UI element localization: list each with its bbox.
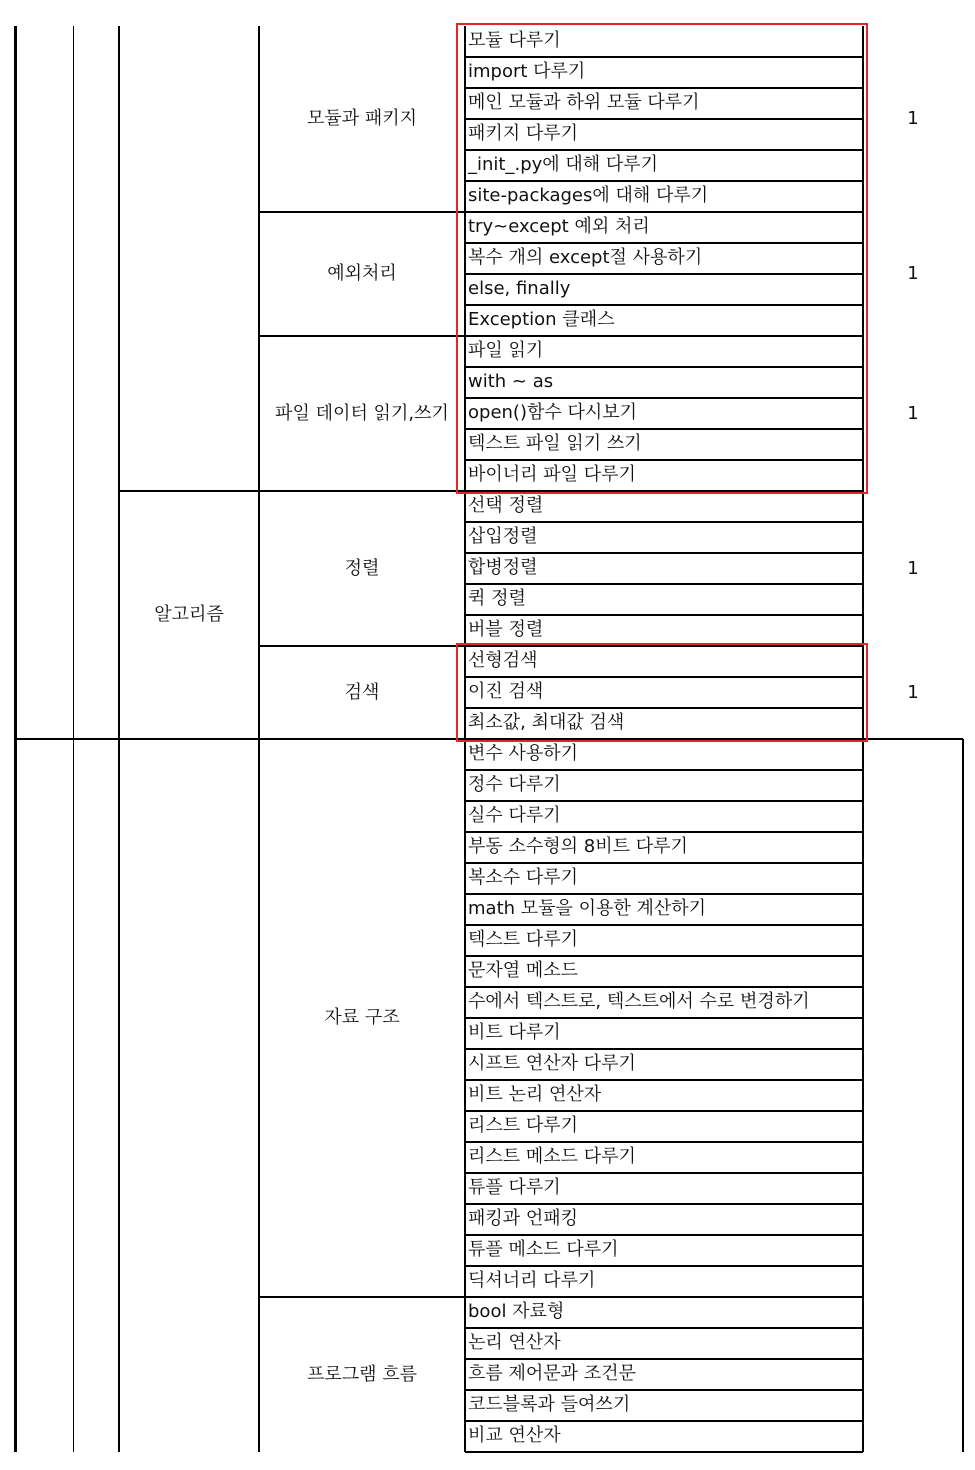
hours-value: 1	[907, 402, 919, 424]
topic-label: 정렬	[344, 557, 380, 579]
item-label: math 모듈을 이용한 계산하기	[468, 898, 707, 919]
topic-divider	[259, 335, 465, 337]
item-label: 비트 논리 연산자	[468, 1084, 602, 1105]
item-label: 논리 연산자	[468, 1332, 561, 1353]
topic-divider	[259, 1296, 465, 1298]
highlight-box-first	[456, 23, 868, 494]
topic-divider	[259, 490, 465, 492]
item-label: 딕셔너리 다루기	[468, 1270, 596, 1291]
item-label: 패키지 다루기	[468, 123, 579, 144]
item-label: 튜플 다루기	[468, 1177, 561, 1198]
item-label: 튜플 메소드 다루기	[468, 1239, 619, 1260]
item-label: 메인 모듈과 하위 모듈 다루기	[468, 92, 700, 113]
item-label: _init_.py에 대해 다루기	[468, 154, 659, 175]
hours-value: 1	[907, 681, 919, 703]
item-label: 부동 소수형의 8비트 다루기	[468, 836, 688, 857]
topic-label: 모듈과 패키지	[306, 108, 418, 129]
topic-label: 프로그램 흐름	[306, 1363, 418, 1385]
col-border-right	[962, 739, 964, 1452]
item-label: 실수 다루기	[468, 805, 561, 826]
item-label: 패킹과 언패킹	[468, 1208, 579, 1229]
major-label: 알고리즘	[154, 604, 224, 625]
item-label: 리스트 메소드 다루기	[468, 1146, 636, 1167]
item-label: 퀵 정렬	[468, 588, 526, 609]
section-divider	[119, 738, 259, 740]
section-divider	[119, 490, 259, 492]
item-label: 바이너리 파일 다루기	[468, 464, 636, 485]
highlight-box-search	[456, 643, 868, 742]
item-label: 리스트 다루기	[468, 1115, 579, 1136]
item-label: else, finally	[468, 278, 571, 299]
item-label: try~except 예외 처리	[468, 216, 650, 237]
item-label: 문자열 메소드	[468, 960, 579, 981]
item-label: 복수 개의 except절 사용하기	[468, 247, 703, 268]
item-label: 합병정렬	[468, 557, 538, 578]
item-label: 모듈 다루기	[468, 30, 561, 51]
topic-divider	[259, 645, 465, 647]
item-label: 수에서 텍스트로, 텍스트에서 수로 변경하기	[468, 991, 810, 1012]
item-label: 이진 검색	[468, 681, 544, 702]
item-label: 최소값, 최대값 검색	[468, 712, 625, 733]
item-label: 비교 연산자	[468, 1425, 561, 1446]
item-label: with ~ as	[468, 371, 554, 392]
item-label: 복소수 다루기	[468, 867, 579, 888]
item-label: 선택 정렬	[468, 495, 544, 516]
item-label: 텍스트 다루기	[468, 929, 579, 950]
topic-divider	[259, 211, 465, 213]
hours-value: 1	[907, 263, 919, 284]
topic-label: 예외처리	[327, 263, 397, 284]
item-label: bool 자료형	[468, 1301, 565, 1322]
topic-label: 검색	[344, 681, 380, 703]
topic-label: 자료 구조	[324, 1007, 400, 1028]
item-label: 텍스트 파일 읽기 쓰기	[468, 433, 642, 454]
item-label: 버블 정렬	[468, 619, 544, 640]
hours-value: 1	[907, 557, 919, 579]
item-label: 시프트 연산자 다루기	[468, 1053, 636, 1074]
item-label: 코드블록과 들여쓰기	[468, 1394, 631, 1415]
item-label: Exception 클래스	[468, 309, 615, 330]
item-label: open()함수 다시보기	[468, 402, 638, 423]
item-label: import 다루기	[468, 61, 586, 82]
item-label: 흐름 제어문과 조건문	[468, 1363, 636, 1384]
item-label: 파일 읽기	[468, 340, 544, 361]
item-label: 삽입정렬	[468, 526, 538, 547]
row-divider	[465, 1451, 863, 1453]
item-label: 선형검색	[468, 650, 538, 671]
item-label: 정수 다루기	[468, 774, 561, 795]
item-label: 비트 다루기	[468, 1022, 561, 1043]
item-label: site-packages에 대해 다루기	[468, 185, 709, 206]
hours-value: 1	[907, 108, 919, 129]
topic-label: 파일 데이터 읽기,쓰기	[275, 402, 449, 424]
item-label: 변수 사용하기	[468, 743, 579, 764]
